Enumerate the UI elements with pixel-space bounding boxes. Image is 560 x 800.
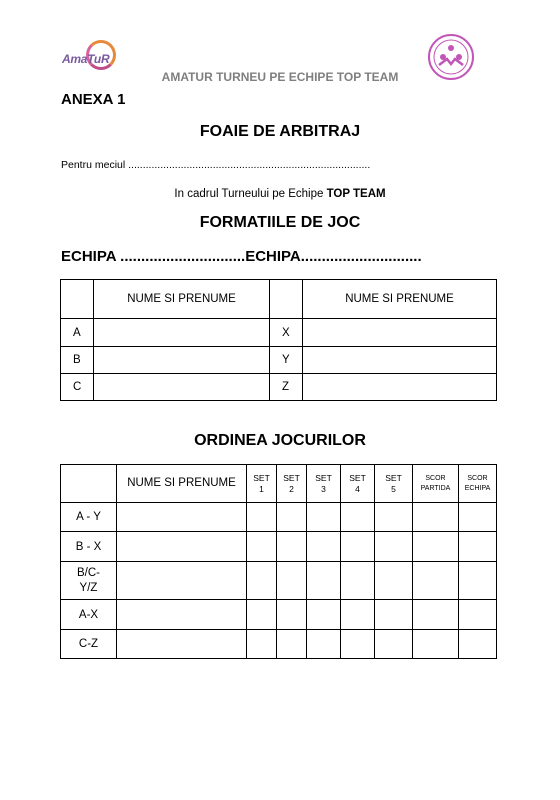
set-cell[interactable]: [341, 562, 375, 600]
order-row-label: A-X: [61, 600, 117, 630]
set-cell[interactable]: [247, 562, 277, 600]
document-title: FOAIE DE ARBITRAJ: [199, 123, 361, 140]
lineup-row: [61, 319, 497, 347]
set-3-header: SET 3: [307, 465, 341, 503]
team-a-field: ECHIPA ..............................: [61, 248, 246, 265]
order-row-label: B - X: [61, 532, 117, 562]
lineup-name-cell[interactable]: [94, 319, 270, 347]
set-cell[interactable]: [247, 600, 277, 630]
lineup-table: [60, 279, 497, 401]
order-row: [61, 600, 497, 630]
team-b-field: ECHIPA.............................: [245, 248, 422, 265]
lineup-label-left: B: [61, 347, 94, 374]
lineup-name-cell[interactable]: [303, 374, 497, 401]
set-cell[interactable]: [277, 503, 307, 532]
lineup-name-cell[interactable]: [303, 347, 497, 374]
set-cell[interactable]: [277, 532, 307, 562]
order-name-cell[interactable]: [117, 630, 247, 659]
lineup-label-left: C: [61, 374, 94, 401]
tournament-prefix: In cadrul Turneului pe Echipe: [174, 188, 327, 200]
order-table: [60, 464, 497, 659]
score-team-cell[interactable]: [459, 503, 497, 532]
set-cell[interactable]: [375, 532, 413, 562]
order-corner-cell: [61, 465, 117, 503]
amatur-logo: [60, 40, 122, 74]
order-name-header: NUME SI PRENUME: [117, 465, 247, 503]
order-name-cell[interactable]: [117, 503, 247, 532]
order-name-cell[interactable]: [117, 532, 247, 562]
annex-label: ANEXA 1: [61, 91, 126, 108]
set-1-header: SET 1: [247, 465, 277, 503]
score-match-cell[interactable]: [413, 600, 459, 630]
lineup-label-right: X: [270, 319, 303, 347]
set-cell[interactable]: [307, 562, 341, 600]
set-cell[interactable]: [375, 600, 413, 630]
order-name-cell[interactable]: [117, 600, 247, 630]
score-team-cell[interactable]: [459, 562, 497, 600]
lineups-title: FORMATIILE DE JOC: [199, 214, 361, 231]
lineup-header-left: NUME SI PRENUME: [94, 280, 270, 319]
lineup-header-right: NUME SI PRENUME: [303, 280, 497, 319]
set-cell[interactable]: [277, 562, 307, 600]
set-cell[interactable]: [307, 630, 341, 659]
lineup-name-cell[interactable]: [303, 319, 497, 347]
lineup-name-cell[interactable]: [94, 374, 270, 401]
tournament-line: [0, 188, 560, 200]
lineup-label-right: Y: [270, 347, 303, 374]
tournament-name: TOP TEAM: [326, 188, 386, 200]
order-row-label: A - Y: [61, 503, 117, 532]
logo-text: AmaTuR: [62, 52, 110, 66]
order-name-cell[interactable]: [117, 562, 247, 600]
set-2-header: SET 2: [277, 465, 307, 503]
order-row-label-text: B/C- Y/Z: [77, 566, 100, 594]
score-team-cell[interactable]: [459, 532, 497, 562]
set-cell[interactable]: [375, 630, 413, 659]
set-cell[interactable]: [375, 562, 413, 600]
order-row: [61, 562, 497, 600]
set-cell[interactable]: [307, 503, 341, 532]
set-cell[interactable]: [375, 503, 413, 532]
score-team-header: SCOR ECHIPA: [459, 465, 497, 503]
lineup-header-row: [61, 280, 497, 319]
set-4-header: SET 4: [341, 465, 375, 503]
score-team-cell[interactable]: [459, 630, 497, 659]
set-cell[interactable]: [341, 532, 375, 562]
lineup-row: [61, 347, 497, 374]
header-title: AMATUR TURNEU PE ECHIPE TOP TEAM: [161, 70, 399, 84]
order-row-label: [61, 562, 117, 600]
set-cell[interactable]: [277, 600, 307, 630]
score-match-header: SCOR PARTIDA: [413, 465, 459, 503]
order-row: [61, 503, 497, 532]
set-cell[interactable]: [307, 600, 341, 630]
set-cell[interactable]: [277, 630, 307, 659]
score-match-cell[interactable]: [413, 503, 459, 532]
lineup-label-left: A: [61, 319, 94, 347]
score-match-cell[interactable]: [413, 562, 459, 600]
set-cell[interactable]: [341, 600, 375, 630]
order-title: ORDINEA JOCURILOR: [194, 432, 366, 449]
order-row: [61, 630, 497, 659]
set-cell[interactable]: [247, 630, 277, 659]
set-cell[interactable]: [247, 503, 277, 532]
set-cell[interactable]: [307, 532, 341, 562]
set-cell[interactable]: [341, 503, 375, 532]
teams-line: [61, 248, 422, 265]
set-5-header: SET 5: [375, 465, 413, 503]
score-match-cell[interactable]: [413, 532, 459, 562]
match-line: Pentru meciul ...................................................................................: [61, 159, 371, 171]
order-row-label: C-Z: [61, 630, 117, 659]
lineup-name-cell[interactable]: [94, 347, 270, 374]
order-header-row: [61, 465, 497, 503]
lineup-row: [61, 374, 497, 401]
score-team-cell[interactable]: [459, 600, 497, 630]
set-cell[interactable]: [341, 630, 375, 659]
score-match-cell[interactable]: [413, 630, 459, 659]
lineup-corner-cell: [61, 280, 94, 319]
lineup-mid-cell: [270, 280, 303, 319]
order-row: [61, 532, 497, 562]
lineup-label-right: Z: [270, 374, 303, 401]
set-cell[interactable]: [247, 532, 277, 562]
